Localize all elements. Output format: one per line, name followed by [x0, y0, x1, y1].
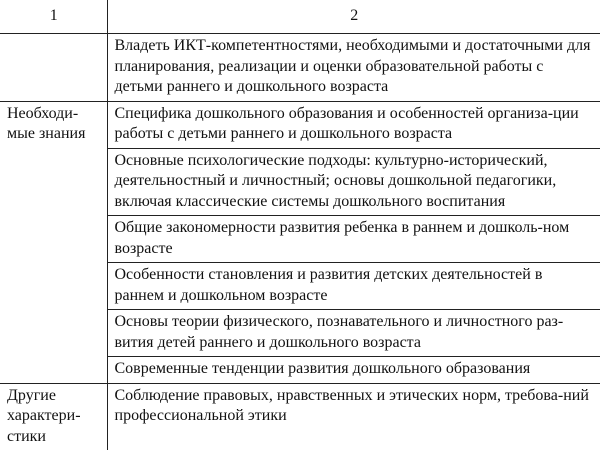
header-col-2: 2 — [107, 0, 600, 34]
table-row — [0, 101, 600, 148]
row-text: Современные тенденции развития дошкольного образования — [107, 357, 600, 384]
row-text: Основные психологические подходы: культурно-исторический, деятельностный и личностный; основы дошкольной педагогики, включая классические системы дошкольного воспитания — [107, 148, 600, 216]
row-text: Особенности становления и развития детских деятельностей в раннем и дошкольном возрасте — [107, 263, 600, 310]
table-row — [0, 383, 600, 450]
row-text: Основы теории физического, познавательного и личностного раз-вития детей раннего и дошкольного возраста — [107, 310, 600, 357]
header-col-1: 1 — [0, 0, 107, 34]
row-label — [0, 34, 107, 102]
row-text: Специфика дошкольного образования и особенностей организа-ции работы с детьми раннего и дошкольного возраста — [107, 101, 600, 148]
row-text: Общие закономерности развития ребенка в раннем и дошколь-ном возрасте — [107, 216, 600, 263]
row-label-other: Другие характери-стики — [0, 383, 107, 450]
row-text: Соблюдение правовых, нравственных и этических норм, требова-ний профессиональной этики — [107, 383, 600, 450]
row-label-knowledge: Необходи-мые знания — [0, 101, 107, 383]
header-row — [0, 0, 600, 34]
table-row — [0, 34, 600, 102]
row-text: Владеть ИКТ-компетентностями, необходимыми и достаточными для планирования, реализации и оценки образовательной работы с детьми раннего и дошкольного возраста — [107, 34, 600, 102]
